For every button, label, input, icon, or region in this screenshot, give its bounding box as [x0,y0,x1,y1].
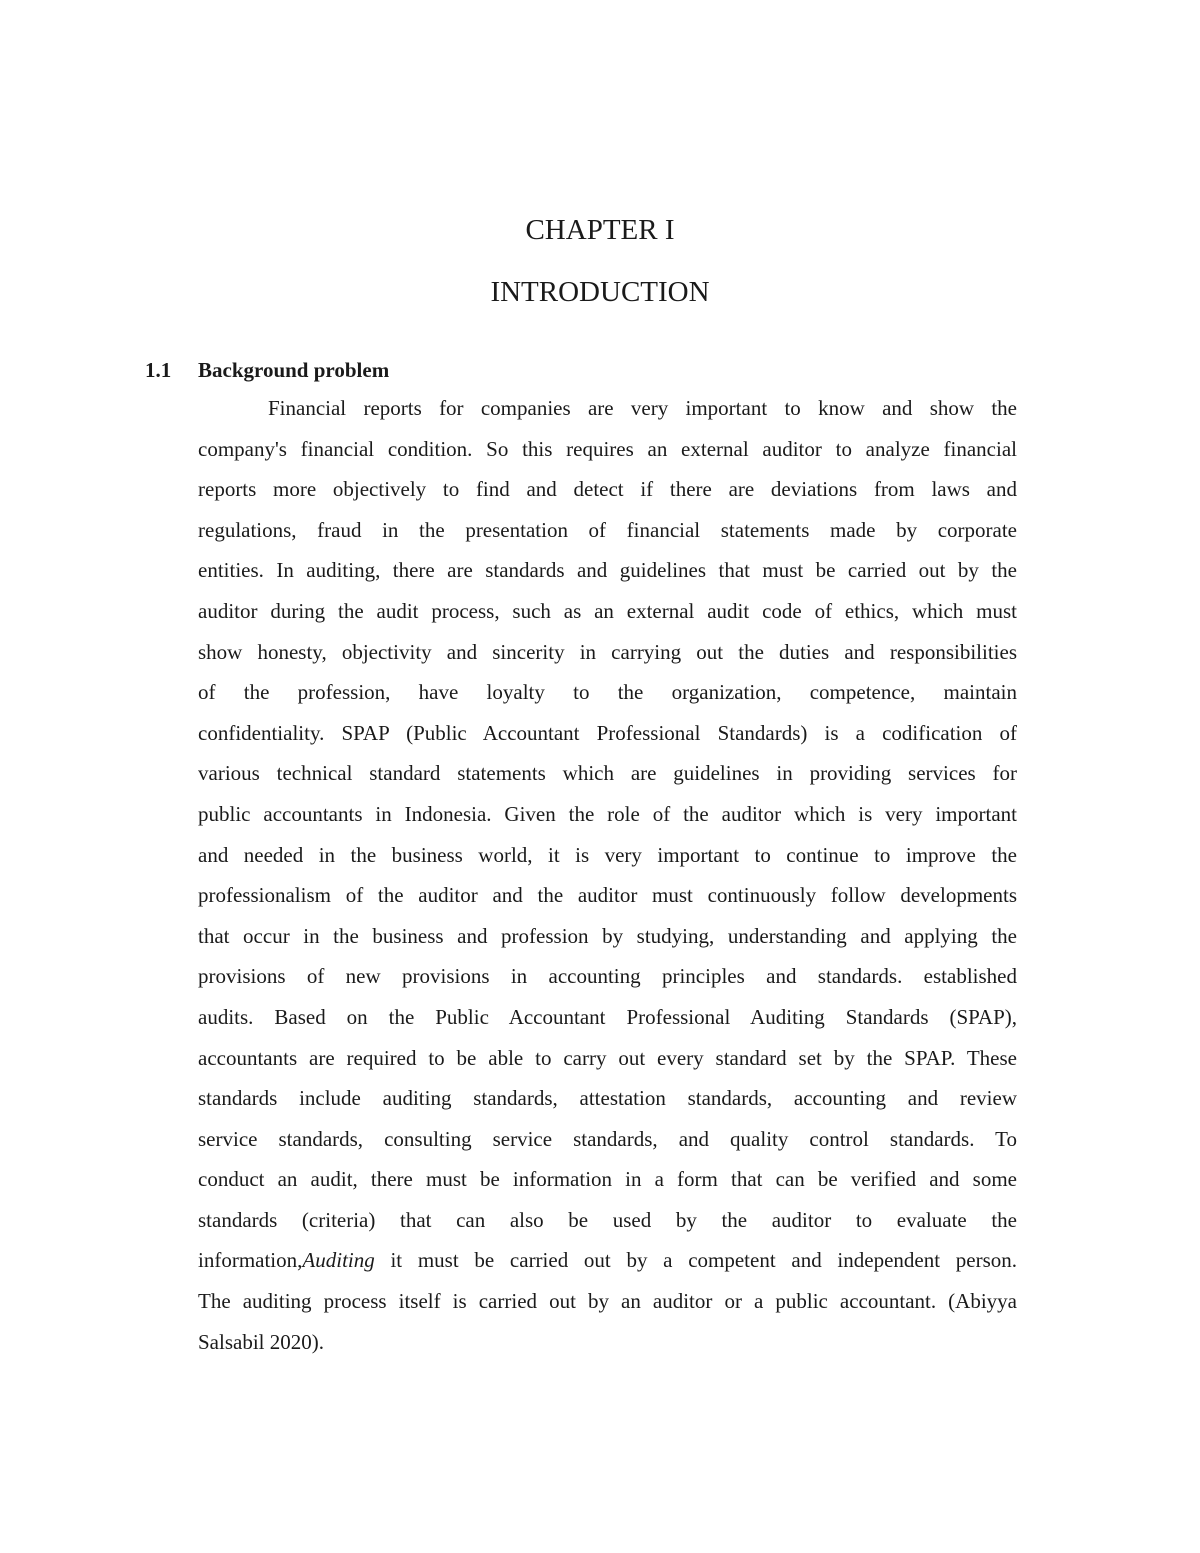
paragraph-line: provisions of new provisions in accounting principles and standards. established [198,964,1017,989]
italic-term: Auditing [302,1248,375,1273]
paragraph-line: entities. In auditing, there are standards and guidelines that must be carried out by the [198,558,1017,583]
paragraph-line: that occur in the business and profession by studying, understanding and applying the [198,923,1017,948]
paragraph-line: public accountants in Indonesia. Given the role of the auditor which is very important [198,801,1017,826]
paragraph-line: conduct an audit, there must be information in a form that can be verified and some [198,1167,1017,1192]
section-title: Background problem [198,358,390,382]
paragraph-line: regulations, fraud in the presentation of financial statements made by corporate [198,517,1017,542]
line-text: it must be carried out by a competent and independent person. [374,1248,1017,1273]
paragraph-line: Financial reports for companies are very important to know and show the [268,396,1017,420]
chapter-title: CHAPTER I [525,214,675,246]
chapter-subtitle: INTRODUCTION [490,276,710,308]
paragraph-line: show honesty, objectivity and sincerity in carrying out the duties and responsibilities [198,639,1017,664]
paragraph-line: of the profession, have loyalty to the organization, competence, maintain [198,680,1017,705]
paragraph-line: service standards, consulting service standards, and quality control standards. To [198,1126,1017,1151]
paragraph-line: The auditing process itself is carried out by an auditor or a public accountant. (Abiyya [198,1289,1017,1314]
paragraph-line: audits. Based on the Public Accountant Professional Auditing Standards (SPAP), [198,1004,1017,1029]
paragraph-line: standards include auditing standards, attestation standards, accounting and review [198,1086,1017,1111]
paragraph-line: auditor during the audit process, such as an external audit code of ethics, which must [198,598,1017,623]
paragraph-line: confidentiality. SPAP (Public Accountant Professional Standards) is a codification of [198,720,1017,745]
section-heading [145,355,389,385]
line-text: information, [198,1248,303,1273]
paragraph-line: accountants are required to be able to carry out every standard set by the SPAP. These [198,1045,1017,1070]
paragraph-line: reports more objectively to find and detect if there are deviations from laws and [198,477,1017,502]
paragraph-line: company's financial condition. So this requires an external auditor to analyze financial [198,436,1017,461]
paragraph-line: and needed in the business world, it is very important to continue to improve the [198,842,1017,867]
paragraph-line: various technical standard statements which are guidelines in providing services for [198,761,1017,786]
paragraph-line [198,1240,1017,1281]
paragraph-line: standards (criteria) that can also be used by the auditor to evaluate the [198,1207,1017,1232]
paragraph-line: professionalism of the auditor and the auditor must continuously follow developments [198,883,1017,908]
body-paragraph [198,388,1017,1362]
section-number: 1.1 [145,358,172,382]
paragraph-line-last: Salsabil 2020). [198,1329,324,1354]
